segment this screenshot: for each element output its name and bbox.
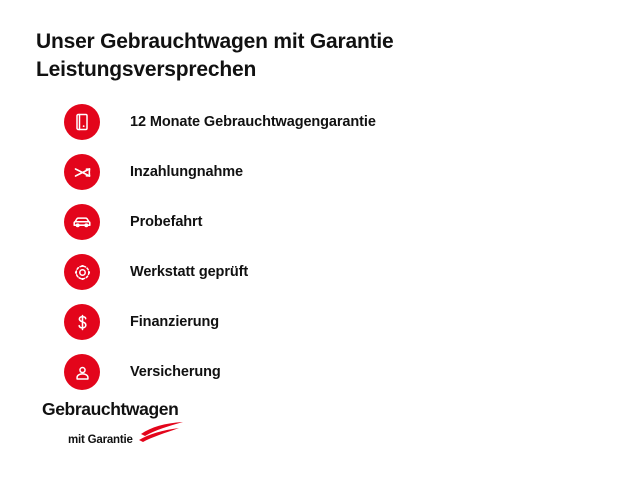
gear-icon xyxy=(64,254,100,290)
benefit-label: Finanzierung xyxy=(130,314,220,331)
person-shield-icon xyxy=(64,354,100,390)
brand-logo-sub: mit Garantie xyxy=(68,433,133,446)
brand-logo-sub-row xyxy=(42,421,242,446)
brand-swoosh-icon xyxy=(139,421,185,448)
brand-logo-main: Gebrauchtwagen xyxy=(42,398,179,419)
benefit-label: Werkstatt geprüft xyxy=(130,264,249,281)
page-title xyxy=(36,28,576,83)
benefit-label: Inzahlungnahme xyxy=(130,164,243,181)
benefits-list xyxy=(36,97,604,397)
benefit-label: Probefahrt xyxy=(130,214,203,231)
list-item xyxy=(36,297,604,347)
brand-logo xyxy=(42,398,242,447)
benefit-label: Versicherung xyxy=(130,364,221,381)
list-item xyxy=(36,347,604,397)
list-item xyxy=(36,97,604,147)
page-title-line-1: Unser Gebrauchtwagen mit Garantie xyxy=(36,30,394,53)
dollar-icon xyxy=(64,304,100,340)
warranty-book-icon xyxy=(64,104,100,140)
page-title-line-2: Leistungsversprechen xyxy=(36,57,257,81)
list-item xyxy=(36,247,604,297)
benefit-label: 12 Monate Gebrauchtwagengarantie xyxy=(130,114,376,131)
car-icon xyxy=(64,204,100,240)
list-item xyxy=(36,147,604,197)
exchange-arrows-icon xyxy=(64,154,100,190)
list-item xyxy=(36,197,604,247)
